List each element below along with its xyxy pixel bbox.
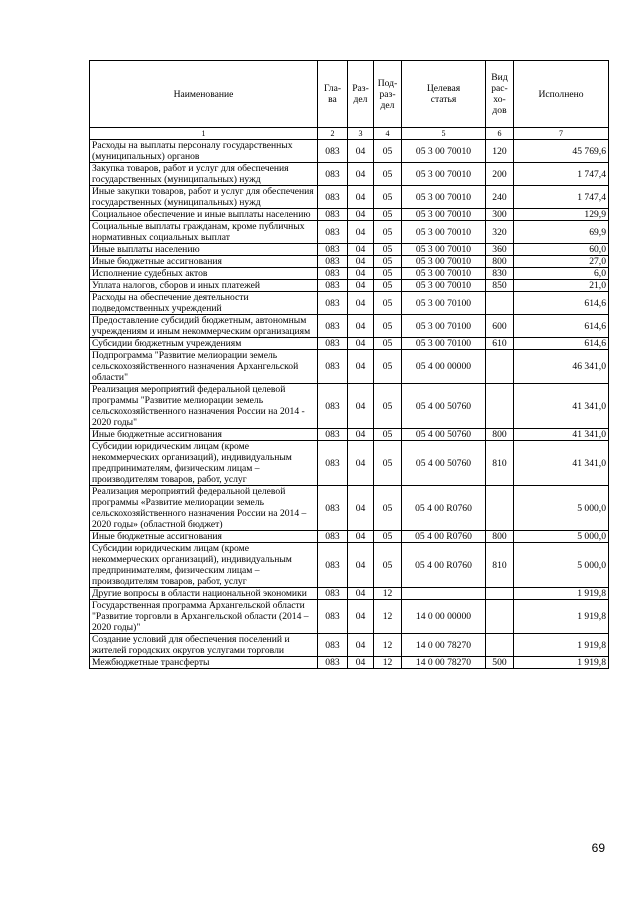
row-glava-cell: 083 bbox=[318, 531, 348, 543]
row-razdel-cell: 04 bbox=[348, 256, 374, 268]
row-podrazdel-cell: 05 bbox=[374, 429, 402, 441]
row-glava-cell: 083 bbox=[318, 543, 348, 588]
budget-table bbox=[89, 60, 609, 669]
row-razdel-cell: 04 bbox=[348, 429, 374, 441]
row-target-cell: 05 4 00 50760 bbox=[402, 441, 486, 486]
row-target-cell: 05 4 00 50760 bbox=[402, 384, 486, 429]
row-razdel-cell: 04 bbox=[348, 384, 374, 429]
row-target-cell: 05 3 00 70010 bbox=[402, 221, 486, 244]
row-vid-cell: 810 bbox=[486, 441, 514, 486]
row-glava-cell: 083 bbox=[318, 186, 348, 209]
row-vid-cell: 610 bbox=[486, 338, 514, 350]
row-executed-cell: 5 000,0 bbox=[514, 531, 609, 543]
table-row bbox=[90, 268, 609, 280]
column-number: 5 bbox=[402, 128, 486, 140]
row-razdel-cell: 04 bbox=[348, 350, 374, 384]
row-name-cell: Исполнение судебных актов bbox=[90, 268, 318, 280]
row-name-cell: Иные бюджетные ассигнования bbox=[90, 429, 318, 441]
row-podrazdel-cell: 05 bbox=[374, 163, 402, 186]
row-target-cell: 05 4 00 R0760 bbox=[402, 543, 486, 588]
row-glava-cell: 083 bbox=[318, 486, 348, 531]
row-razdel-cell: 04 bbox=[348, 244, 374, 256]
table-row bbox=[90, 315, 609, 338]
row-name-cell: Предоставление субсидий бюджетным, автономным учреждениям и иным некоммерческим организациям bbox=[90, 315, 318, 338]
row-executed-cell: 45 769,6 bbox=[514, 140, 609, 163]
row-razdel-cell: 04 bbox=[348, 600, 374, 634]
table-row bbox=[90, 384, 609, 429]
row-glava-cell: 083 bbox=[318, 163, 348, 186]
row-executed-cell: 129,9 bbox=[514, 209, 609, 221]
row-razdel-cell: 04 bbox=[348, 657, 374, 669]
row-podrazdel-cell: 05 bbox=[374, 221, 402, 244]
row-vid-cell: 800 bbox=[486, 531, 514, 543]
row-glava-cell: 083 bbox=[318, 292, 348, 315]
row-podrazdel-cell: 05 bbox=[374, 338, 402, 350]
row-executed-cell: 27,0 bbox=[514, 256, 609, 268]
row-executed-cell: 46 341,0 bbox=[514, 350, 609, 384]
row-executed-cell: 41 341,0 bbox=[514, 429, 609, 441]
row-executed-cell: 60,0 bbox=[514, 244, 609, 256]
row-glava-cell: 083 bbox=[318, 350, 348, 384]
header-executed: Исполнено bbox=[514, 61, 609, 128]
row-razdel-cell: 04 bbox=[348, 209, 374, 221]
row-executed-cell: 1 919,8 bbox=[514, 634, 609, 657]
row-glava-cell: 083 bbox=[318, 256, 348, 268]
table-row bbox=[90, 292, 609, 315]
row-target-cell: 05 4 00 00000 bbox=[402, 350, 486, 384]
row-target-cell: 05 3 00 70010 bbox=[402, 163, 486, 186]
row-podrazdel-cell: 12 bbox=[374, 657, 402, 669]
row-podrazdel-cell: 12 bbox=[374, 600, 402, 634]
column-number: 7 bbox=[514, 128, 609, 140]
row-podrazdel-cell: 05 bbox=[374, 209, 402, 221]
row-target-cell: 05 4 00 50760 bbox=[402, 429, 486, 441]
row-name-cell: Уплата налогов, сборов и иных платежей bbox=[90, 280, 318, 292]
budget-sheet bbox=[89, 60, 608, 669]
row-executed-cell: 1 919,8 bbox=[514, 600, 609, 634]
row-podrazdel-cell: 05 bbox=[374, 531, 402, 543]
row-name-cell: Подпрограмма "Развитие мелиорации земель сельскохозяйственного назначения Архангельской области" bbox=[90, 350, 318, 384]
row-podrazdel-cell: 05 bbox=[374, 543, 402, 588]
row-podrazdel-cell: 05 bbox=[374, 256, 402, 268]
row-vid-cell bbox=[486, 634, 514, 657]
row-podrazdel-cell: 05 bbox=[374, 486, 402, 531]
row-name-cell: Реализация мероприятий федеральной целевой программы «Развитие мелиорации земель сельскохозяйственного назначения России на 2014 – 2020 годы» (областной бюджет) bbox=[90, 486, 318, 531]
row-target-cell: 05 4 00 R0760 bbox=[402, 531, 486, 543]
row-name-cell: Создание условий для обеспечения поселений и жителей городских округов услугами торговли bbox=[90, 634, 318, 657]
row-razdel-cell: 04 bbox=[348, 268, 374, 280]
header-podrazdel: Под- раз- дел bbox=[374, 61, 402, 128]
row-glava-cell: 083 bbox=[318, 441, 348, 486]
row-glava-cell: 083 bbox=[318, 244, 348, 256]
row-name-cell: Другие вопросы в области национальной экономики bbox=[90, 588, 318, 600]
row-executed-cell: 614,6 bbox=[514, 338, 609, 350]
row-vid-cell: 500 bbox=[486, 657, 514, 669]
column-number-row bbox=[90, 128, 609, 140]
table-row bbox=[90, 256, 609, 268]
row-glava-cell: 083 bbox=[318, 634, 348, 657]
column-number: 1 bbox=[90, 128, 318, 140]
row-target-cell bbox=[402, 588, 486, 600]
row-vid-cell bbox=[486, 350, 514, 384]
row-name-cell: Социальное обеспечение и иные выплаты населению bbox=[90, 209, 318, 221]
row-glava-cell: 083 bbox=[318, 268, 348, 280]
row-glava-cell: 083 bbox=[318, 384, 348, 429]
row-glava-cell: 083 bbox=[318, 315, 348, 338]
row-target-cell: 05 3 00 70010 bbox=[402, 268, 486, 280]
row-razdel-cell: 04 bbox=[348, 634, 374, 657]
page-number: 69 bbox=[591, 841, 605, 855]
row-executed-cell: 21,0 bbox=[514, 280, 609, 292]
table-row bbox=[90, 280, 609, 292]
row-vid-cell bbox=[486, 292, 514, 315]
table-row bbox=[90, 543, 609, 588]
row-name-cell: Иные выплаты населению bbox=[90, 244, 318, 256]
row-vid-cell: 200 bbox=[486, 163, 514, 186]
row-executed-cell: 1 919,8 bbox=[514, 588, 609, 600]
column-number: 4 bbox=[374, 128, 402, 140]
table-body bbox=[90, 140, 609, 669]
row-podrazdel-cell: 05 bbox=[374, 350, 402, 384]
row-podrazdel-cell: 05 bbox=[374, 384, 402, 429]
column-number: 6 bbox=[486, 128, 514, 140]
table-row bbox=[90, 429, 609, 441]
row-vid-cell bbox=[486, 600, 514, 634]
row-executed-cell: 614,6 bbox=[514, 315, 609, 338]
row-razdel-cell: 04 bbox=[348, 186, 374, 209]
row-glava-cell: 083 bbox=[318, 209, 348, 221]
row-razdel-cell: 04 bbox=[348, 292, 374, 315]
row-executed-cell: 614,6 bbox=[514, 292, 609, 315]
column-number: 3 bbox=[348, 128, 374, 140]
table-row bbox=[90, 350, 609, 384]
row-podrazdel-cell: 12 bbox=[374, 588, 402, 600]
row-vid-cell: 120 bbox=[486, 140, 514, 163]
row-name-cell: Межбюджетные трансферты bbox=[90, 657, 318, 669]
row-podrazdel-cell: 12 bbox=[374, 634, 402, 657]
row-target-cell: 05 3 00 70010 bbox=[402, 186, 486, 209]
row-target-cell: 05 3 00 70100 bbox=[402, 338, 486, 350]
row-target-cell: 14 0 00 00000 bbox=[402, 600, 486, 634]
row-target-cell: 14 0 00 78270 bbox=[402, 634, 486, 657]
row-vid-cell: 850 bbox=[486, 280, 514, 292]
table-row bbox=[90, 209, 609, 221]
row-vid-cell: 810 bbox=[486, 543, 514, 588]
row-name-cell: Иные бюджетные ассигнования bbox=[90, 256, 318, 268]
row-razdel-cell: 04 bbox=[348, 588, 374, 600]
row-vid-cell: 320 bbox=[486, 221, 514, 244]
row-target-cell: 05 3 00 70010 bbox=[402, 244, 486, 256]
row-vid-cell: 600 bbox=[486, 315, 514, 338]
row-target-cell: 05 3 00 70010 bbox=[402, 140, 486, 163]
row-podrazdel-cell: 05 bbox=[374, 280, 402, 292]
row-podrazdel-cell: 05 bbox=[374, 268, 402, 280]
row-executed-cell: 1 919,8 bbox=[514, 657, 609, 669]
row-podrazdel-cell: 05 bbox=[374, 244, 402, 256]
row-razdel-cell: 04 bbox=[348, 140, 374, 163]
table-row bbox=[90, 634, 609, 657]
table-row bbox=[90, 531, 609, 543]
row-name-cell: Расходы на обеспечение деятельности подведомственных учреждений bbox=[90, 292, 318, 315]
row-name-cell: Социальные выплаты гражданам, кроме публичных нормативных социальных выплат bbox=[90, 221, 318, 244]
row-name-cell: Расходы на выплаты персоналу государственных (муниципальных) органов bbox=[90, 140, 318, 163]
table-row bbox=[90, 588, 609, 600]
header-row bbox=[90, 61, 609, 128]
row-razdel-cell: 04 bbox=[348, 315, 374, 338]
row-target-cell: 05 4 00 R0760 bbox=[402, 486, 486, 531]
row-name-cell: Закупка товаров, работ и услуг для обеспечения государственных (муниципальных) нужд bbox=[90, 163, 318, 186]
row-glava-cell: 083 bbox=[318, 588, 348, 600]
table-row bbox=[90, 338, 609, 350]
row-executed-cell: 5 000,0 bbox=[514, 543, 609, 588]
row-glava-cell: 083 bbox=[318, 657, 348, 669]
row-glava-cell: 083 bbox=[318, 600, 348, 634]
table-row bbox=[90, 600, 609, 634]
row-razdel-cell: 04 bbox=[348, 441, 374, 486]
table-row bbox=[90, 657, 609, 669]
row-target-cell: 05 3 00 70010 bbox=[402, 280, 486, 292]
row-target-cell: 14 0 00 78270 bbox=[402, 657, 486, 669]
row-name-cell: Субсидии юридическим лицам (кроме некоммерческих организаций), индивидуальным предпринимателям, физическим лицам – производителям товаров, работ, услуг bbox=[90, 441, 318, 486]
row-razdel-cell: 04 bbox=[348, 280, 374, 292]
row-name-cell: Реализация мероприятий федеральной целевой программы "Развитие мелиорации земель сельскохозяйственного назначения России на 2014 - 2020 годы" bbox=[90, 384, 318, 429]
row-podrazdel-cell: 05 bbox=[374, 315, 402, 338]
row-glava-cell: 083 bbox=[318, 338, 348, 350]
table-row bbox=[90, 244, 609, 256]
row-target-cell: 05 3 00 70010 bbox=[402, 209, 486, 221]
row-glava-cell: 083 bbox=[318, 221, 348, 244]
row-glava-cell: 083 bbox=[318, 140, 348, 163]
row-razdel-cell: 04 bbox=[348, 543, 374, 588]
row-name-cell: Субсидии бюджетным учреждениям bbox=[90, 338, 318, 350]
row-razdel-cell: 04 bbox=[348, 531, 374, 543]
column-number: 2 bbox=[318, 128, 348, 140]
row-executed-cell: 41 341,0 bbox=[514, 384, 609, 429]
row-podrazdel-cell: 05 bbox=[374, 186, 402, 209]
header-target: Целевая статья bbox=[402, 61, 486, 128]
row-razdel-cell: 04 bbox=[348, 221, 374, 244]
row-executed-cell: 1 747,4 bbox=[514, 186, 609, 209]
row-podrazdel-cell: 05 bbox=[374, 140, 402, 163]
row-name-cell: Иные закупки товаров, работ и услуг для обеспечения государственных (муниципальных) нужд bbox=[90, 186, 318, 209]
row-executed-cell: 5 000,0 bbox=[514, 486, 609, 531]
row-name-cell: Субсидии юридическим лицам (кроме некоммерческих организаций), индивидуальным предпринимателям, физическим лицам – производителям товаров, работ, услуг bbox=[90, 543, 318, 588]
row-target-cell: 05 3 00 70010 bbox=[402, 256, 486, 268]
row-vid-cell: 240 bbox=[486, 186, 514, 209]
row-vid-cell: 800 bbox=[486, 429, 514, 441]
row-glava-cell: 083 bbox=[318, 429, 348, 441]
row-vid-cell: 360 bbox=[486, 244, 514, 256]
row-vid-cell: 800 bbox=[486, 256, 514, 268]
row-executed-cell: 6,0 bbox=[514, 268, 609, 280]
row-vid-cell bbox=[486, 588, 514, 600]
row-razdel-cell: 04 bbox=[348, 486, 374, 531]
header-vid: Вид рас- хо- дов bbox=[486, 61, 514, 128]
row-vid-cell: 300 bbox=[486, 209, 514, 221]
row-executed-cell: 41 341,0 bbox=[514, 441, 609, 486]
row-name-cell: Иные бюджетные ассигнования bbox=[90, 531, 318, 543]
row-glava-cell: 083 bbox=[318, 280, 348, 292]
table-row bbox=[90, 140, 609, 163]
row-podrazdel-cell: 05 bbox=[374, 441, 402, 486]
row-vid-cell bbox=[486, 486, 514, 531]
row-vid-cell bbox=[486, 384, 514, 429]
table-row bbox=[90, 186, 609, 209]
header-name: Наименование bbox=[90, 61, 318, 128]
table-row bbox=[90, 221, 609, 244]
header-glava: Гла- ва bbox=[318, 61, 348, 128]
row-target-cell: 05 3 00 70100 bbox=[402, 315, 486, 338]
row-executed-cell: 1 747,4 bbox=[514, 163, 609, 186]
row-executed-cell: 69,9 bbox=[514, 221, 609, 244]
row-vid-cell: 830 bbox=[486, 268, 514, 280]
row-razdel-cell: 04 bbox=[348, 163, 374, 186]
header-razdel: Раз- дел bbox=[348, 61, 374, 128]
table-row bbox=[90, 441, 609, 486]
row-razdel-cell: 04 bbox=[348, 338, 374, 350]
table-row bbox=[90, 486, 609, 531]
row-podrazdel-cell: 05 bbox=[374, 292, 402, 315]
table-row bbox=[90, 163, 609, 186]
row-target-cell: 05 3 00 70100 bbox=[402, 292, 486, 315]
row-name-cell: Государственная программа Архангельской области "Развитие торговли в Архангельской области (2014 – 2020 годы)" bbox=[90, 600, 318, 634]
